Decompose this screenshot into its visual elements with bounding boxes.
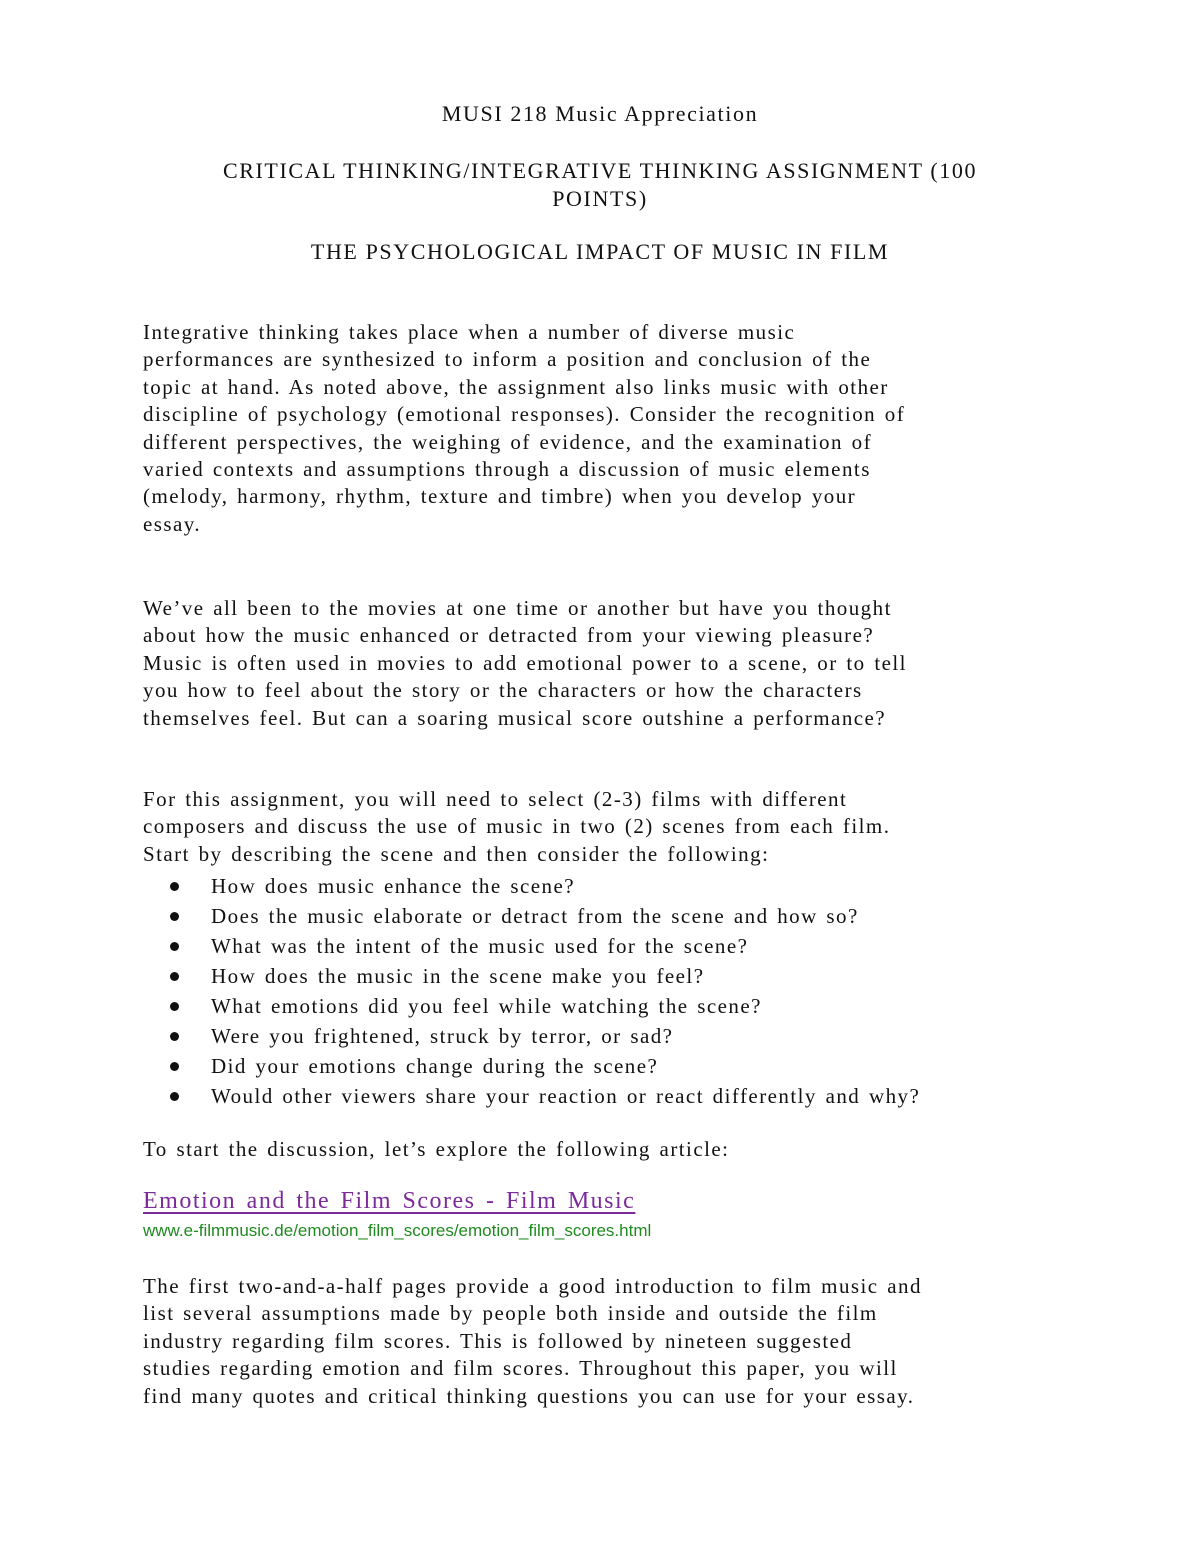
bullet-icon <box>170 972 179 981</box>
list-item <box>170 871 920 901</box>
paragraph-line: about how the music enhanced or detracted from your viewing pleasure? <box>143 623 875 648</box>
list-item-text: Did your emotions change during the scene? <box>211 1054 659 1078</box>
list-item <box>170 931 920 961</box>
paragraph-line: composers and discuss the use of music in two (2) scenes from each film. <box>143 814 891 839</box>
list-item <box>170 1051 920 1081</box>
assignment-title-line-2: POINTS) <box>552 186 648 211</box>
paragraph-line: you how to feel about the story or the characters or how the characters <box>143 678 863 703</box>
course-title: MUSI 218 Music Appreciation <box>441 101 759 126</box>
paragraph-line: essay. <box>143 511 202 536</box>
paragraph-line: topic at hand. As noted above, the assignment also links music with other <box>143 374 889 399</box>
paragraph-line: discipline of psychology (emotional responses). Consider the recognition of <box>143 402 906 427</box>
paragraph-line: Integrative thinking takes place when a number of diverse music <box>143 320 796 344</box>
bullet-icon <box>170 1062 179 1071</box>
paragraph-line: performances are synthesized to inform a position and conclusion of the <box>143 347 872 372</box>
paragraph-line: list several assumptions made by people both inside and outside the film <box>143 1301 878 1326</box>
article-url-link[interactable]: www.e-filmmusic.de/emotion_film_scores/emotion_film_scores.html <box>143 1221 652 1240</box>
paragraph-line: To start the discussion, let’s explore the following article: <box>143 1137 730 1161</box>
assignment-title <box>170 157 1030 213</box>
bullet-icon <box>170 1032 179 1041</box>
paragraph-line: The first two-and-a-half pages provide a good introduction to film music and <box>143 1274 922 1298</box>
bullet-icon <box>170 912 179 921</box>
list-item <box>170 961 920 991</box>
list-item-text: How does music enhance the scene? <box>211 874 575 898</box>
paragraph-line: For this assignment, you will need to select (2-3) films with different <box>143 787 848 811</box>
paragraph-line: (melody, harmony, rhythm, texture and timbre) when you develop your <box>143 484 857 509</box>
essay-topic-heading: THE PSYCHOLOGICAL IMPACT OF MUSIC IN FILM <box>310 239 890 264</box>
paragraph-line: We’ve all been to the movies at one time or another but have you thought <box>143 596 892 620</box>
list-item <box>170 901 920 931</box>
assignment-title-line-1: CRITICAL THINKING/INTEGRATIVE THINKING ASSIGNMENT (100 <box>222 158 978 183</box>
paragraph-line: Start by describing the scene and then consider the following: <box>143 841 770 866</box>
bullet-icon <box>170 882 179 891</box>
paragraph-line: industry regarding film scores. This is followed by nineteen suggested <box>143 1328 853 1353</box>
bullet-icon <box>170 1092 179 1101</box>
list-item-text: Were you frightened, struck by terror, or sad? <box>211 1024 674 1048</box>
bullet-icon <box>170 942 179 951</box>
bullet-icon <box>170 1002 179 1011</box>
article-summary-paragraph <box>143 1273 1083 1410</box>
paragraph-line: different perspectives, the weighing of evidence, and the examination of <box>143 429 873 454</box>
list-item <box>170 991 920 1021</box>
movies-paragraph <box>143 595 1083 732</box>
list-item-text: How does the music in the scene make you feel? <box>211 964 705 988</box>
list-item-text: Does the music elaborate or detract from the scene and how so? <box>211 904 859 928</box>
discussion-intro <box>143 1136 1083 1163</box>
paragraph-line: themselves feel. But can a soaring musical score outshine a performance? <box>143 705 887 730</box>
integrative-thinking-paragraph <box>143 319 1083 538</box>
list-item-text: What was the intent of the music used for the scene? <box>211 934 749 958</box>
list-item <box>170 1021 920 1051</box>
assignment-instructions-paragraph <box>143 786 1083 868</box>
list-item <box>170 1081 920 1111</box>
paragraph-line: find many quotes and critical thinking questions you can use for your essay. <box>143 1383 915 1408</box>
paragraph-line: studies regarding emotion and film scores. Throughout this paper, you will <box>143 1356 898 1381</box>
list-item-text: What emotions did you feel while watching the scene? <box>211 994 762 1018</box>
paragraph-line: varied contexts and assumptions through a discussion of music elements <box>143 457 871 482</box>
article-title-link[interactable]: Emotion and the Film Scores - Film Music <box>143 1188 636 1214</box>
question-bullet-list <box>170 871 920 1111</box>
paragraph-line: Music is often used in movies to add emotional power to a scene, or to tell <box>143 650 907 675</box>
list-item-text: Would other viewers share your reaction or react differently and why? <box>211 1084 921 1108</box>
